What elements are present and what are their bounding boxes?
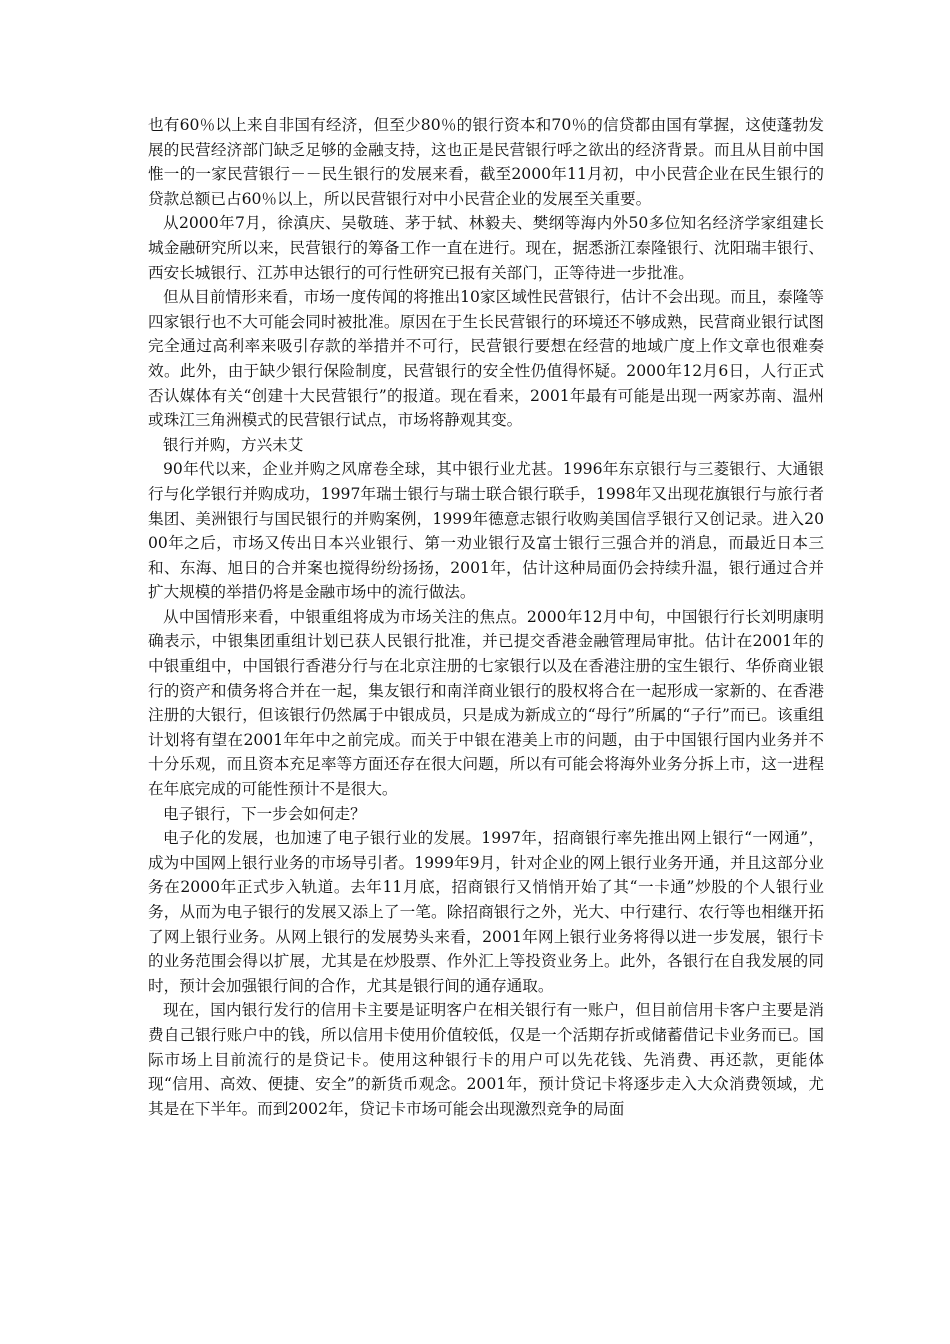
section-heading-bank-mergers: 银行并购，方兴未艾 — [163, 435, 304, 454]
paragraph-private-bank-background: 也有60％以上来自非国有经济，但至少80％的银行资本和70％的信贷都由国有掌握，这使蓬勃发展的民营经济部门缺乏足够的金融支持，这也正是民营银行呼之欲出的经济背景。而且从目前中国惟一的一家民营银行－－民生银行的发展来看，截至2000年11月初，中小民营企业在民生银行的贷款总额已占60％以上，所以民营银行对中小民营企业的发展至关重要。 — [148, 116, 824, 208]
paragraph-private-bank-outlook: 但从目前情形来看，市场一度传闻的将推出10家区域性民营银行，估计不会出现。而且，泰隆等四家银行也不大可能会同时被批准。原因在于生长民营银行的环境还不够成熟，民营商业银行试图完全通过高利率来吸引存款的举措并不可行，民营银行要想在经营的地域广度上作文章也很难奏效。此外，由于缺少银行保险制度，民营银行的安全性仍值得怀疑。2000年12月6日，人行正式否认媒体有关“创建十大民营银行”的报道。现在看来，2001年最有可能是出现一两家苏南、温州或珠江三角洲模式的民营银行试点，市场将静观其变。 — [148, 288, 824, 430]
document-page — [148, 113, 824, 1121]
paragraph-global-mergers: 90年代以来，企业并购之风席卷全球，其中银行业尤甚。1996年东京银行与三菱银行、大通银行与化学银行并购成功，1997年瑞士银行与瑞士联合银行联手，1998年又出现花旗银行与旅行者集团、美洲银行与国民银行的并购案例，1999年德意志银行收购美国信孚银行又创记录。进入2000年之后，市场又传出日本兴业银行、第一劝业银行及富士银行三强合并的消息，而最近日本三和、东海、旭日的合并案也搅得纷纷扬扬，2001年，估计这种局面仍会持续升温，银行通过合并扩大规模的举措仍将是金融市场中的流行做法。 — [148, 460, 824, 602]
paragraph-credit-cards: 现在，国内银行发行的信用卡主要是证明客户在相关银行有一账户，但目前信用卡客户主要是消费自己银行账户中的钱，所以信用卡使用价值较低，仅是一个活期存折或储蓄借记卡业务而已。国际市场上目前流行的是贷记卡。使用这种银行卡的用户可以先花钱、先消费、再还款，更能体现“信用、高效、便捷、安全”的新货币观念。2001年，预计贷记卡将逐步走入大众消费领域，尤其是在下半年。而到2002年，贷记卡市场可能会出现激烈竞争的局面 — [148, 1001, 824, 1118]
paragraph-boc-restructuring: 从中国情形来看，中银重组将成为市场关注的焦点。2000年12月中旬，中国银行行长刘明康明确表示，中银集团重组计划已获人民银行批准，并已提交香港金融管理局审批。估计在2001年的中银重组中，中国银行香港分行与在北京注册的七家银行以及在香港注册的宝生银行、华侨商业银行的资产和债务将合并在一起，集友银行和南洋商业银行的股权将合在一起形成一家新的、在香港注册的大银行，但该银行仍然属于中银成员，只是成为新成立的“母行”所属的“子行”而已。该重组计划将有望在2001年年中之前完成。而关于中银在港美上市的问题，由于中国银行国内业务并不十分乐观，而且资本充足率等方面还存在很大问题，所以有可能会将海外业务分拆上市，这一进程在年底完成的可能性预计不是很大。 — [148, 607, 824, 799]
section-heading-e-banking: 电子银行，下一步会如何走？ — [163, 804, 366, 823]
paragraph-changcheng-institute: 从2000年7月，徐滇庆、吴敬琏、茅于轼、林毅夫、樊纲等海内外50多位知名经济学家组建长城金融研究所以来，民营银行的筹备工作一直在进行。现在，据悉浙江泰隆银行、沈阳瑞丰银行、西安长城银行、江苏申达银行的可行性研究已报有关部门，正等待进一步批准。 — [148, 214, 824, 282]
paragraph-online-banking: 电子化的发展，也加速了电子银行业的发展。1997年，招商银行率先推出网上银行“一网通”，成为中国网上银行业务的市场导引者。1999年9月，针对企业的网上银行业务开通，并且这部分业务在2000年正式步入轨道。去年11月底，招商银行又悄悄开始了其“一卡通”炒股的个人银行业务，从而为电子银行的发展又添上了一笔。除招商银行之外，光大、中行建行、农行等也相继开拓了网上银行业务。从网上银行的发展势头来看，2001年网上银行业务将得以进一步发展，银行卡的业务范围会得以扩展，尤其是在炒股票、作外汇上等投资业务上。此外，各银行在自我发展的同时，预计会加强银行间的合作，尤其是银行间的通存通取。 — [148, 829, 824, 995]
